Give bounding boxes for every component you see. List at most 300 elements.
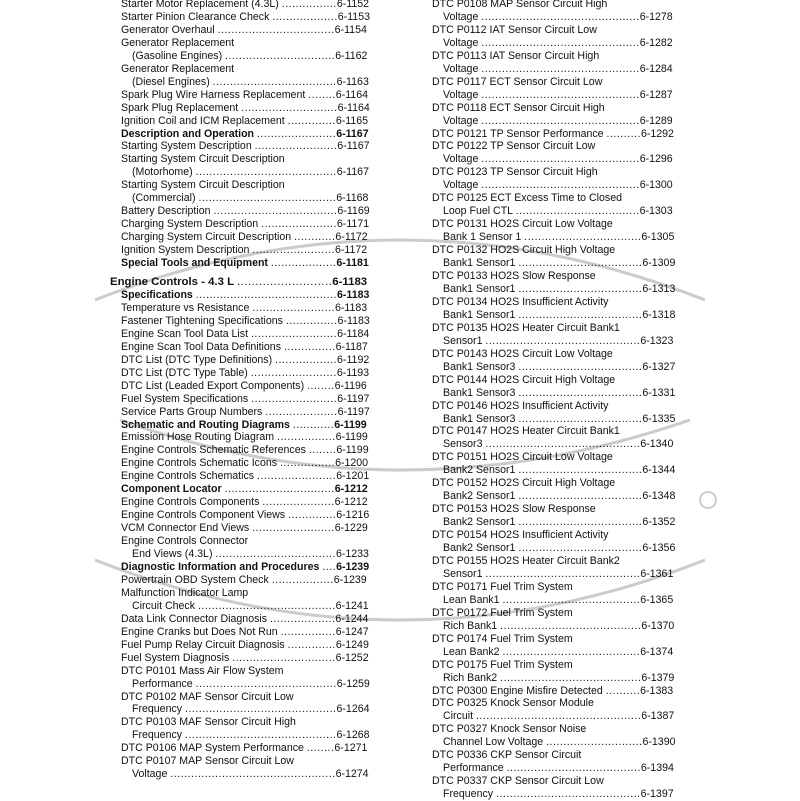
toc-entry-title: DTC P0152 HO2S Circuit High Voltage	[432, 477, 616, 490]
toc-entry-title: Fuel System Specifications	[121, 392, 252, 405]
toc-leader-dots: ....................................	[518, 464, 643, 477]
toc-entry[interactable]	[432, 361, 678, 374]
toc-entry-title: Frequency	[132, 703, 185, 716]
toc-entry[interactable]	[110, 37, 372, 50]
toc-entry[interactable]	[432, 335, 678, 348]
toc-entry-page: 6-1183	[334, 301, 368, 314]
toc-entry[interactable]	[432, 89, 678, 102]
toc-entry-page: 6-1274	[335, 768, 369, 781]
toc-entry[interactable]	[110, 431, 372, 444]
toc-leader-dots: .....................	[262, 496, 335, 509]
toc-entry-page: 6-1292	[640, 127, 674, 140]
toc-entry-page: 6-1374	[640, 645, 674, 658]
toc-entry[interactable]	[110, 665, 372, 678]
toc-entry[interactable]	[110, 535, 372, 548]
toc-entry[interactable]	[110, 574, 372, 587]
toc-entry-title: DTC P0300 Engine Misfire Detected	[432, 684, 606, 697]
toc-entry-page: 6-1164	[335, 88, 368, 101]
toc-leader-dots: ....................................	[515, 205, 640, 218]
toc-leader-dots: ...................	[270, 257, 337, 270]
toc-leader-dots: ................................	[224, 483, 335, 496]
toc-leader-dots: ..............................	[232, 651, 336, 664]
toc-entry-title: Bank1 Sensor1	[443, 282, 519, 295]
toc-entry[interactable]	[432, 283, 678, 296]
toc-entry[interactable]	[432, 153, 678, 166]
toc-entry-page: 6-1309	[642, 257, 676, 270]
toc-entry[interactable]	[432, 633, 678, 646]
toc-entry[interactable]	[432, 309, 678, 322]
toc-entry-title: DTC P0175 Fuel Trim System	[432, 658, 573, 671]
toc-entry[interactable]	[432, 387, 678, 400]
toc-leader-dots: ..............................................	[481, 88, 640, 101]
toc-entry[interactable]	[432, 257, 678, 270]
toc-leader-dots: ..............	[287, 638, 336, 651]
toc-entry[interactable]	[432, 477, 678, 490]
toc-entry[interactable]	[110, 496, 372, 509]
toc-leader-dots: ........................	[252, 301, 335, 314]
toc-entry[interactable]	[432, 128, 678, 141]
toc-entry-title: DTC P0112 IAT Sensor Circuit Low	[432, 23, 597, 36]
toc-entry[interactable]	[110, 102, 372, 115]
toc-entry[interactable]	[110, 89, 372, 102]
toc-entry-page: 6-1318	[642, 308, 676, 321]
toc-entry[interactable]	[110, 678, 372, 691]
toc-entry-title: DTC P0123 TP Sensor Circuit High	[432, 166, 598, 179]
toc-entry[interactable]	[432, 736, 678, 749]
toc-entry[interactable]	[432, 322, 678, 335]
toc-entry[interactable]	[110, 419, 372, 432]
toc-entry-title: Loop Fuel CTL	[443, 205, 516, 218]
toc-entry-page: 6-1239	[336, 560, 370, 573]
toc-entry-title: DTC P0101 Mass Air Flow System	[121, 664, 284, 677]
toc-entry[interactable]	[432, 413, 678, 426]
toc-entry-page: 6-1233	[335, 548, 369, 561]
toc-entry[interactable]	[110, 380, 372, 393]
toc-entry-title: DTC P0144 HO2S Circuit High Voltage	[432, 373, 616, 386]
toc-entry[interactable]	[432, 179, 678, 192]
toc-entry[interactable]	[110, 50, 372, 63]
toc-leader-dots: ........................................	[502, 645, 641, 658]
toc-entry[interactable]	[432, 244, 678, 257]
toc-leader-dots: ....................................	[212, 75, 337, 88]
toc-entry-page: 6-1340	[640, 438, 674, 451]
toc-entry[interactable]	[432, 568, 678, 581]
toc-leader-dots: ................	[281, 0, 337, 10]
toc-leader-dots: .........................................	[195, 677, 337, 690]
toc-entry-title: DTC P0117 ECT Sensor Circuit Low	[432, 75, 603, 88]
toc-entry-title: Starting System Circuit Description	[121, 153, 285, 166]
toc-entry[interactable]	[110, 328, 372, 341]
toc-entry[interactable]	[110, 742, 372, 755]
toc-entry-page: 6-1192	[337, 353, 370, 366]
toc-entry[interactable]	[432, 115, 678, 128]
toc-entry[interactable]	[110, 166, 372, 179]
toc-entry-title: Engine Controls Schematic Icons	[121, 457, 280, 470]
toc-entry-title: Starting System Circuit Description	[121, 179, 285, 192]
toc-entry[interactable]	[110, 257, 372, 270]
toc-leader-dots: ....................................	[518, 308, 643, 321]
toc-entry-page: 6-1167	[336, 127, 369, 140]
toc-entry-title: Engine Scan Tool Data Definitions	[121, 340, 284, 353]
toc-entry-title: Engine Controls - 4.3 L	[110, 276, 237, 289]
toc-entry[interactable]	[110, 367, 372, 380]
toc-entry[interactable]	[432, 503, 678, 516]
toc-leader-dots: ................................................	[475, 710, 642, 723]
toc-entry[interactable]	[110, 639, 372, 652]
toc-entry[interactable]	[110, 561, 372, 574]
toc-entry-page: 6-1247	[335, 625, 369, 638]
toc-entry[interactable]	[432, 50, 678, 63]
toc-entry-page: 6-1259	[336, 677, 370, 690]
toc-entry[interactable]	[432, 607, 678, 620]
toc-entry-title: DTC P0132 HO2S Circuit High Voltage	[432, 244, 616, 257]
toc-leader-dots: ...................................	[215, 548, 336, 561]
toc-entry-title: Service Parts Group Numbers	[121, 405, 266, 418]
toc-entry[interactable]	[110, 218, 372, 231]
toc-entry-page: 6-1216	[336, 509, 370, 522]
toc-entry[interactable]	[110, 140, 372, 153]
toc-leader-dots: ........	[307, 379, 335, 392]
toc-leader-dots: ..............................................	[481, 10, 640, 23]
toc-entry-title: DTC P0172 Fuel Trim System	[432, 606, 573, 619]
toc-entry-page: 6-1271	[334, 742, 368, 755]
toc-leader-dots: ..........	[606, 127, 641, 140]
toc-entry-page: 6-1361	[640, 567, 674, 580]
toc-leader-dots: ..................	[271, 573, 334, 586]
toc-entry-page: 6-1183	[336, 288, 370, 301]
toc-entry-title: Specifications	[121, 288, 196, 301]
toc-leader-dots: ..........	[605, 684, 641, 697]
toc-entry[interactable]	[110, 768, 372, 781]
toc-entry[interactable]	[110, 691, 372, 704]
toc-entry-title: Fuel System Diagnosis	[121, 651, 233, 664]
toc-entry[interactable]	[432, 685, 678, 698]
toc-leader-dots: ...............	[283, 340, 336, 353]
toc-entry[interactable]	[110, 315, 372, 328]
toc-leader-dots: ........................	[252, 522, 335, 535]
toc-entry[interactable]	[432, 516, 678, 529]
toc-entry-page: 6-1323	[640, 334, 674, 347]
toc-entry-page: 6-1335	[642, 412, 676, 425]
toc-entry[interactable]	[432, 24, 678, 37]
toc-entry-page: 6-1171	[336, 218, 370, 231]
toc-leader-dots: .........................................	[195, 288, 337, 301]
toc-entry[interactable]	[432, 788, 678, 801]
toc-entry-title: DTC P0135 HO2S Heater Circuit Bank1	[432, 321, 620, 334]
toc-leader-dots: ..............................................	[481, 179, 640, 192]
toc-entry-page: 6-1331	[642, 386, 676, 399]
toc-entry-page: 6-1196	[334, 379, 367, 392]
toc-entry[interactable]	[110, 406, 372, 419]
toc-entry-title: Channel Low Voltage	[443, 736, 547, 749]
toc-entry[interactable]	[432, 166, 678, 179]
toc-entry-page: 6-1379	[641, 671, 675, 684]
toc-leader-dots: ............................	[241, 101, 338, 114]
toc-entry[interactable]	[110, 192, 372, 205]
toc-leader-dots: ........................	[252, 244, 335, 257]
toc-leader-dots: .........................	[251, 392, 338, 405]
toc-entry[interactable]	[110, 729, 372, 742]
toc-leader-dots: ................................................	[170, 768, 336, 781]
toc-entry[interactable]	[110, 115, 372, 128]
toc-entry[interactable]	[110, 276, 372, 289]
toc-entry[interactable]	[110, 0, 372, 11]
toc-entry[interactable]	[110, 179, 372, 192]
toc-entry[interactable]	[432, 555, 678, 568]
toc-leader-dots: ..................	[275, 353, 338, 366]
toc-entry-page: 6-1183	[332, 276, 368, 289]
toc-entry-title: DTC P0155 HO2S Heater Circuit Bank2	[432, 554, 620, 567]
toc-entry[interactable]	[110, 231, 372, 244]
toc-entry-page: 6-1199	[335, 431, 368, 444]
toc-leader-dots: .................	[277, 431, 336, 444]
toc-entry-page: 6-1165	[335, 114, 369, 127]
toc-leader-dots: ....................................	[518, 282, 643, 295]
toc-entry-title: Charging System Description	[121, 218, 262, 231]
toc-entry[interactable]	[110, 509, 372, 522]
toc-entry[interactable]	[432, 542, 678, 555]
toc-entry-title: Malfunction Indicator Lamp	[121, 586, 249, 599]
toc-leader-dots: ..............	[287, 114, 336, 127]
toc-entry-page: 6-1241	[335, 599, 369, 612]
toc-entry-title: DTC P0125 ECT Excess Time to Closed	[432, 192, 622, 205]
toc-entry-title: Engine Controls Components	[121, 496, 263, 509]
toc-entry-title: DTC P0153 HO2S Slow Response	[432, 503, 596, 516]
toc-entry[interactable]	[110, 11, 372, 24]
toc-entry[interactable]	[110, 444, 372, 457]
toc-entry-title: Battery Description	[121, 205, 214, 218]
toc-entry-title: DTC P0113 IAT Sensor Circuit High	[432, 49, 600, 62]
toc-entry[interactable]	[110, 205, 372, 218]
toc-entry[interactable]	[110, 755, 372, 768]
toc-leader-dots: ........	[306, 742, 335, 755]
toc-entry-page: 6-1387	[641, 710, 675, 723]
toc-entry[interactable]	[110, 457, 372, 470]
toc-entry[interactable]	[432, 270, 678, 283]
toc-entry-title: Starter Motor Replacement (4.3L)	[121, 0, 282, 10]
toc-entry[interactable]	[110, 600, 372, 613]
toc-leader-dots: ...............	[285, 314, 338, 327]
toc-entry-title: DTC P0121 TP Sensor Performance	[432, 127, 607, 140]
toc-entry[interactable]	[432, 762, 678, 775]
toc-leader-dots: ......................	[261, 218, 337, 231]
toc-entry[interactable]	[432, 205, 678, 218]
toc-entry-title: DTC P0102 MAF Sensor Circuit Low	[121, 690, 294, 703]
toc-leader-dots: ...................	[269, 612, 336, 625]
toc-entry[interactable]	[432, 192, 678, 205]
toc-leader-dots: .....................	[265, 405, 338, 418]
toc-entry-title: Bank1 Sensor1	[443, 257, 519, 270]
toc-entry-page: 6-1365	[640, 593, 674, 606]
toc-entry-title: Rich Bank1	[443, 619, 501, 632]
toc-entry-page: 6-1169	[337, 205, 370, 218]
toc-entry[interactable]	[432, 464, 678, 477]
toc-entry-page: 6-1282	[639, 36, 673, 49]
toc-entry[interactable]	[110, 703, 372, 716]
toc-entry[interactable]	[432, 0, 678, 11]
toc-entry-title: Bank 1 Sensor 1	[443, 231, 525, 244]
toc-entry-title: Voltage	[443, 36, 482, 49]
toc-entry-title: Frequency	[443, 788, 496, 801]
toc-leader-dots: ....................................	[213, 205, 338, 218]
toc-entry-page: 6-1383	[640, 684, 674, 697]
toc-entry-title: Fuel Pump Relay Circuit Diagnosis	[121, 638, 288, 651]
toc-entry-page: 6-1199	[336, 444, 369, 457]
toc-entry-title: Bank2 Sensor1	[443, 516, 519, 529]
toc-entry[interactable]	[110, 548, 372, 561]
toc-entry-page: 6-1252	[335, 651, 369, 664]
toc-entry-title: (Diesel Engines)	[132, 75, 213, 88]
toc-entry-page: 6-1187	[335, 340, 368, 353]
toc-entry[interactable]	[110, 289, 372, 302]
toc-leader-dots: ....................................	[518, 386, 643, 399]
toc-entry-title: Spark Plug Replacement	[121, 101, 242, 114]
toc-entry-title: Schematic and Routing Diagrams	[121, 418, 293, 431]
toc-entry[interactable]	[432, 620, 678, 633]
toc-entry-title: DTC P0174 Fuel Trim System	[432, 632, 573, 645]
toc-entry-title: Bank2 Sensor1	[443, 490, 519, 503]
toc-entry-page: 6-1184	[337, 327, 370, 340]
toc-entry[interactable]	[110, 76, 372, 89]
toc-entry-title: Voltage	[443, 88, 482, 101]
toc-leader-dots: ............	[292, 418, 335, 431]
toc-entry[interactable]	[432, 749, 678, 762]
toc-leader-dots: ............................	[546, 736, 643, 749]
toc-entry[interactable]	[432, 374, 678, 387]
toc-entry-page: 6-1201	[336, 470, 370, 483]
toc-entry-title: Lean Bank1	[443, 593, 503, 606]
toc-entry[interactable]	[110, 341, 372, 354]
toc-entry[interactable]	[432, 646, 678, 659]
toc-entry-page: 6-1200	[335, 457, 369, 470]
toc-entry[interactable]	[432, 218, 678, 231]
toc-leader-dots: ................	[280, 625, 336, 638]
toc-entry-title: DTC P0134 HO2S Insufficient Activity	[432, 295, 609, 308]
toc-entry[interactable]	[432, 140, 678, 153]
toc-entry-title: Engine Controls Schematic References	[121, 444, 309, 457]
toc-entry[interactable]	[432, 529, 678, 542]
toc-entry-title: Data Link Connector Diagnosis	[121, 612, 270, 625]
toc-entry[interactable]	[110, 302, 372, 315]
toc-entry[interactable]	[432, 37, 678, 50]
toc-entry-title: (Motorhome)	[132, 166, 196, 179]
toc-entry[interactable]	[432, 775, 678, 788]
toc-entry-title: Voltage	[443, 62, 482, 75]
toc-entry[interactable]	[432, 581, 678, 594]
toc-leader-dots: ....................................	[518, 257, 643, 270]
toc-entry-title: DTC P0122 TP Sensor Circuit Low	[432, 140, 596, 153]
toc-entry[interactable]	[432, 425, 678, 438]
toc-leader-dots: .........................	[250, 327, 338, 340]
toc-entry-page: 6-1172	[334, 244, 368, 257]
toc-entry[interactable]	[110, 626, 372, 639]
toc-entry-title: Generator Overhaul	[121, 23, 218, 36]
toc-leader-dots: ..............................................	[481, 114, 640, 127]
toc-entry-page: 6-1397	[640, 788, 674, 801]
toc-entry[interactable]	[110, 522, 372, 535]
toc-entry-page: 6-1152	[336, 0, 370, 10]
toc-leader-dots: ..................................	[524, 231, 642, 244]
toc-entry[interactable]	[432, 438, 678, 451]
toc-entry-title: Bank1 Sensor3	[443, 386, 519, 399]
toc-leader-dots: .......................	[257, 470, 337, 483]
toc-entry[interactable]	[110, 652, 372, 665]
toc-entry[interactable]	[110, 587, 372, 600]
toc-entry[interactable]	[110, 24, 372, 37]
toc-entry[interactable]	[110, 483, 372, 496]
toc-entry-page: 6-1162	[335, 49, 368, 62]
toc-entry-page: 6-1193	[336, 366, 370, 379]
toc-entry[interactable]	[432, 672, 678, 685]
toc-leader-dots: ........................................	[198, 192, 337, 205]
toc-entry[interactable]	[110, 244, 372, 257]
toc-entry[interactable]	[110, 613, 372, 626]
toc-entry-title: VCM Connector End Views	[121, 522, 253, 535]
toc-entry[interactable]	[110, 716, 372, 729]
toc-entry[interactable]	[432, 490, 678, 503]
toc-leader-dots: ..............................................	[481, 153, 640, 166]
toc-entry-page: 6-1199	[334, 418, 367, 431]
toc-entry-title: Engine Controls Connector	[121, 535, 249, 548]
toc-leader-dots: ..........................................	[496, 788, 641, 801]
toc-entry-title: Generator Replacement	[121, 62, 235, 75]
toc-entry-title: Sensor3	[443, 438, 486, 451]
toc-leader-dots: ................................	[225, 49, 336, 62]
toc-entry-title: (Gasoline Engines)	[132, 49, 226, 62]
toc-entry[interactable]	[110, 354, 372, 367]
toc-entry-page: 6-1244	[335, 612, 369, 625]
toc-entry-title: Engine Controls Component Views	[121, 509, 289, 522]
toc-entry-page: 6-1327	[642, 360, 676, 373]
toc-entry-page: 6-1154	[334, 23, 367, 36]
toc-entry[interactable]	[110, 63, 372, 76]
toc-entry[interactable]	[432, 400, 678, 413]
toc-leader-dots: .............................................	[485, 438, 641, 451]
toc-entry[interactable]	[432, 63, 678, 76]
toc-entry[interactable]	[432, 710, 678, 723]
toc-leader-dots: .........................................	[500, 671, 642, 684]
toc-entry-page: 6-1296	[639, 153, 673, 166]
toc-leader-dots: ........................................	[197, 599, 336, 612]
toc-entry-page: 6-1168	[336, 192, 369, 205]
toc-entry-page: 6-1183	[337, 314, 370, 327]
toc-entry[interactable]	[432, 296, 678, 309]
toc-entry[interactable]	[432, 659, 678, 672]
toc-entry-title: DTC P0325 Knock Sensor Module	[432, 697, 594, 710]
toc-entry[interactable]	[432, 348, 678, 361]
toc-entry[interactable]	[110, 153, 372, 166]
toc-entry[interactable]	[110, 470, 372, 483]
toc-entry[interactable]	[432, 11, 678, 24]
toc-entry[interactable]	[432, 231, 678, 244]
toc-leader-dots: ..............	[288, 509, 337, 522]
toc-entry[interactable]	[432, 451, 678, 464]
toc-entry[interactable]	[432, 697, 678, 710]
toc-entry[interactable]	[110, 128, 372, 141]
toc-entry[interactable]	[432, 723, 678, 736]
toc-entry[interactable]	[110, 393, 372, 406]
toc-leader-dots: ..........................	[237, 276, 333, 289]
toc-entry-title: Temperature vs Resistance	[121, 301, 253, 314]
toc-entry-title: DTC P0327 Knock Sensor Noise	[432, 723, 587, 736]
toc-entry-page: 6-1164	[337, 101, 370, 114]
toc-entry-page: 6-1181	[336, 257, 369, 270]
toc-leader-dots: ........................................	[502, 593, 641, 606]
toc-entry[interactable]	[432, 594, 678, 607]
toc-entry-title: Special Tools and Equipment	[121, 257, 271, 270]
toc-entry[interactable]	[432, 76, 678, 89]
toc-entry[interactable]	[432, 102, 678, 115]
